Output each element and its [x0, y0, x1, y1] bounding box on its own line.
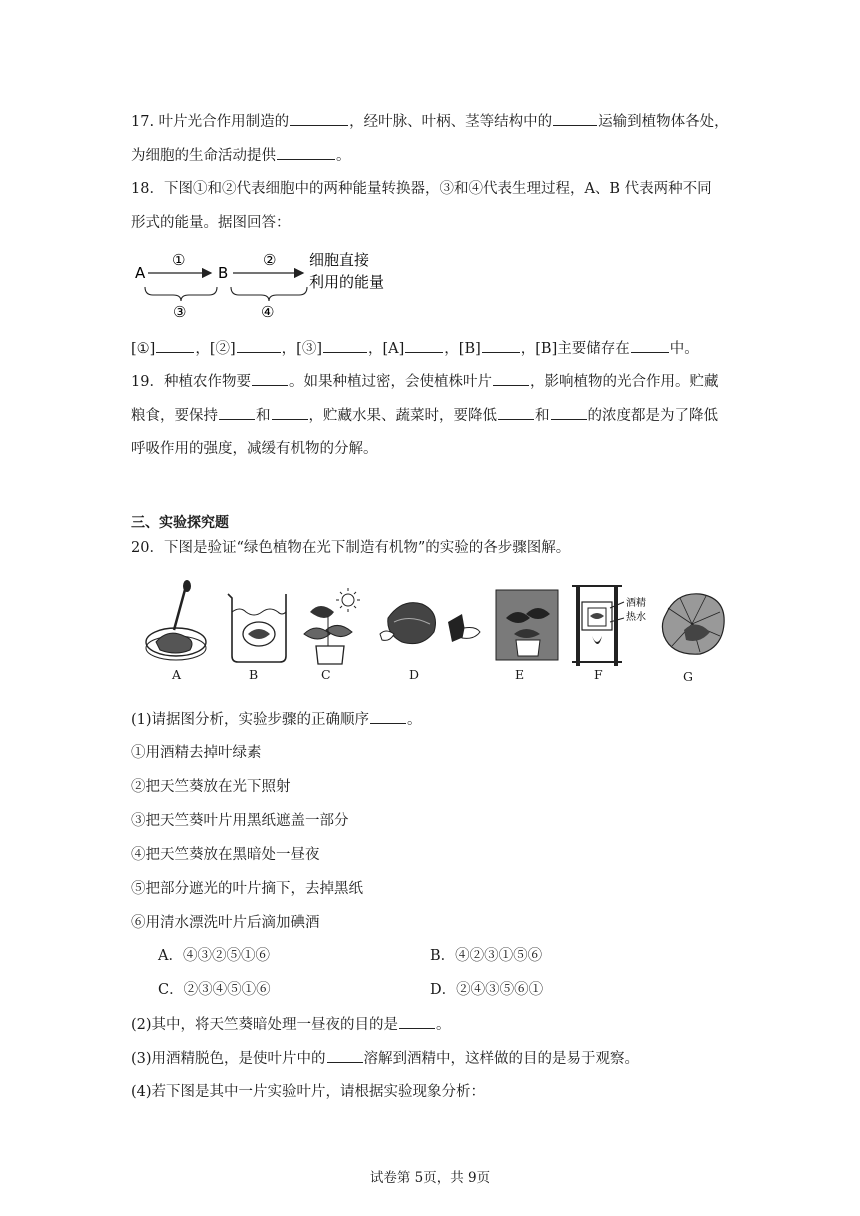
energy-diagram	[133, 243, 413, 323]
q20-sub3: (3)用酒精脱色，是使叶片中的 溶解到酒精中，这样做的目的是易于观察。	[131, 1048, 639, 1069]
blank	[551, 405, 587, 420]
blank	[252, 371, 288, 386]
brace-3-label: ③	[173, 303, 187, 321]
page-footer: 试卷第 5页，共 9页	[369, 1170, 491, 1186]
arrow-1-label: ①	[172, 251, 186, 269]
q20-sub2: (2)其中，将天竺葵暗处理一昼夜的目的是 。	[131, 1014, 451, 1035]
target-text-2: 利用的能量	[309, 273, 385, 291]
option-c[interactable]: C．②③④⑤①⑥	[158, 982, 271, 998]
target-text-1: 细胞直接	[309, 251, 370, 269]
blank	[631, 338, 669, 353]
figure-g-leaf	[662, 594, 724, 654]
blank	[399, 1014, 435, 1029]
blank	[482, 338, 520, 353]
arrow-2-label: ②	[263, 251, 277, 269]
q19-line1: 19．种植农作物要 。如果种植过密，会使植株叶片 ，影响植物的光合作用。贮藏	[131, 371, 718, 392]
step-4: ④把天竺葵放在黑暗处一昼夜	[131, 847, 320, 863]
blank	[327, 1048, 363, 1063]
blank	[290, 111, 348, 126]
q18-line2: 形式的能量。据图回答：	[131, 215, 291, 231]
brace-3	[145, 287, 217, 301]
brace-4-label: ④	[261, 303, 275, 321]
figure-f-water-bath	[572, 586, 646, 666]
q20-sub4: (4)若下图是其中一片实验叶片，请根据实验现象分析：	[131, 1084, 486, 1100]
q17-line2: 为细胞的生命活动提供 。	[131, 145, 351, 166]
section-title: 三、实验探究题	[131, 515, 229, 531]
figure-f-label-alcohol: 酒精	[626, 598, 646, 609]
option-d[interactable]: D．②④③⑤⑥①	[430, 982, 544, 998]
brace-4	[231, 287, 307, 301]
figure-label-g: G	[683, 669, 693, 684]
blank	[156, 338, 194, 353]
blank	[498, 405, 534, 420]
step-2: ②把天竺葵放在光下照射	[131, 779, 291, 795]
figure-a-dish-dropper	[146, 580, 206, 660]
figure-c-plant-sun	[304, 588, 360, 664]
experiment-figure	[140, 578, 730, 686]
figure-d-hands-leaf	[380, 603, 480, 644]
step-1: ①用酒精去掉叶绿素	[131, 745, 262, 761]
q20-sub1: (1)请据图分析，实验步骤的正确顺序 。	[131, 709, 422, 730]
q19-line2: 粮食，要保持 和 ，贮藏水果、蔬菜时，要降低 和 的浓度都是为了降低	[131, 405, 718, 426]
node-b: B	[218, 264, 229, 282]
q19-line3: 呼吸作用的强度，减缓有机物的分解。	[131, 441, 378, 457]
figure-label-f: F	[594, 667, 603, 682]
step-3: ③把天竺葵叶片用黑纸遮盖一部分	[131, 813, 349, 829]
blank	[493, 371, 529, 386]
figure-label-e: E	[515, 667, 525, 682]
step-6: ⑥用清水漂洗叶片后滴加碘酒	[131, 915, 320, 931]
node-a: A	[135, 264, 146, 282]
blank	[323, 338, 367, 353]
blank	[237, 338, 281, 353]
q20-intro: 20．下图是验证“绿色植物在光下制造有机物”的实验的各步骤图解。	[131, 540, 571, 556]
option-a[interactable]: A．④③②⑤①⑥	[158, 948, 270, 964]
blank	[277, 145, 335, 160]
figure-label-a: A	[172, 667, 182, 682]
blank	[553, 111, 597, 126]
figure-f-label-hot-water: 热水	[626, 612, 646, 623]
q18-line1: 18．下图①和②代表细胞中的两种能量转换器，③和④代表生理过程，A、B 代表两种不同	[131, 181, 712, 197]
option-b[interactable]: B．④②③①⑤⑥	[430, 948, 543, 964]
blank	[219, 405, 255, 420]
step-5: ⑤把部分遮光的叶片摘下，去掉黑纸	[131, 881, 363, 897]
blank	[272, 405, 308, 420]
q18-answers: [①] ，[②] ，[③] ，[A] ，[B] ，[B]主要储存在 中。	[131, 338, 699, 359]
figure-label-b: B	[249, 667, 259, 682]
figure-label-d: D	[409, 667, 420, 682]
figure-b-beaker	[228, 594, 286, 662]
blank	[370, 709, 406, 724]
figure-e-dark-box	[496, 590, 558, 660]
figure-label-c: C	[321, 667, 331, 682]
q17-line1: 17. 叶片光合作用制造的 ，经叶脉、叶柄、茎等结构中的 运输到植物体各处，	[131, 111, 729, 132]
blank	[405, 338, 443, 353]
